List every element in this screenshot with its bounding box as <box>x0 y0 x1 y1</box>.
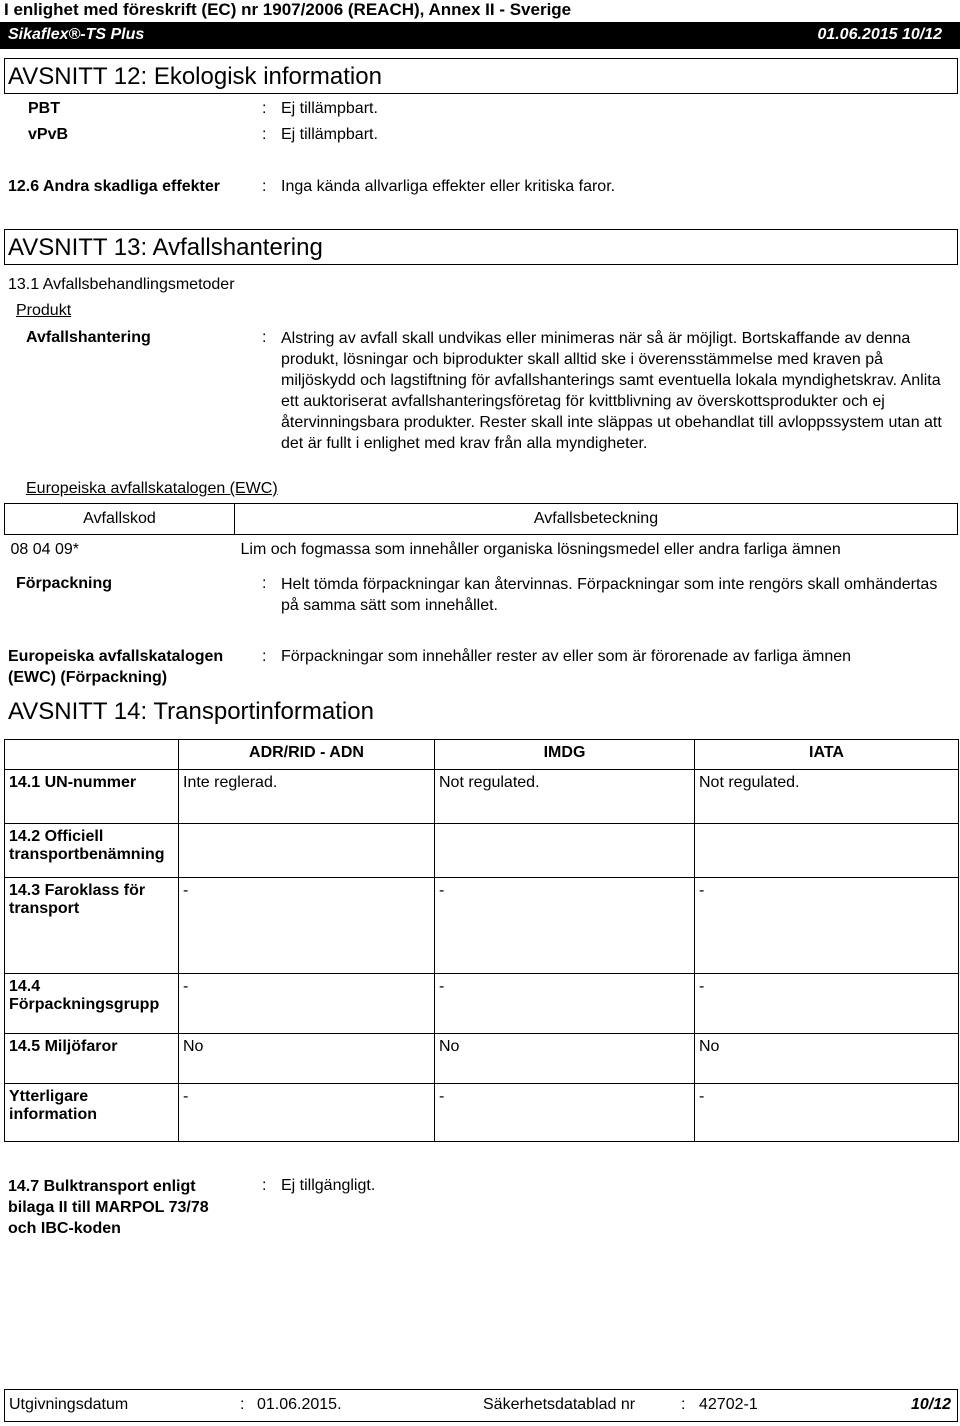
sds-number-value: 42702-1 <box>699 1396 758 1413</box>
other-effects-label: 12.6 Andra skadliga effekter <box>8 178 220 195</box>
colon: : <box>262 329 267 346</box>
ewc-packaging-label-1: Europeiska avfallskatalogen <box>8 648 224 665</box>
transport-cell: - <box>695 1084 959 1142</box>
ewc-row <box>5 535 958 566</box>
transport-cell: Not regulated. <box>435 770 695 824</box>
transport-cell: - <box>435 1084 695 1142</box>
transport-cell <box>435 824 695 878</box>
vpvb-label: vPvB <box>28 126 69 143</box>
colon: : <box>262 575 267 592</box>
transport-cell: - <box>695 878 959 974</box>
ewc-header-row <box>5 504 958 535</box>
transport-row-label: Ytterligare information <box>5 1084 179 1142</box>
footer <box>4 1389 958 1422</box>
header-band <box>0 22 960 49</box>
table-row <box>5 770 959 824</box>
table-row <box>5 1034 959 1084</box>
section-13-heading: AVSNITT 13: Avfallshantering <box>8 234 323 261</box>
other-effects-value: Inga kända allvarliga effekter eller kritiska faror. <box>281 178 616 195</box>
packaging-text: Helt tömda förpackningar kan återvinnas. Förpackningar som inte rengörs skall omhändertas på samma sätt som innehållet. <box>281 576 938 614</box>
section-12-heading: AVSNITT 12: Ekologisk information <box>8 63 382 90</box>
colon: : <box>262 1177 267 1194</box>
ewc-table <box>4 503 958 565</box>
colon: : <box>262 648 267 665</box>
transport-header-empty <box>5 740 179 770</box>
transport-row-label: 14.4 Förpackningsgrupp <box>5 974 179 1034</box>
table-row <box>5 1084 959 1142</box>
transport-cell: Inte reglerad. <box>179 770 435 824</box>
date-page: 01.06.2015 10/12 <box>817 26 942 43</box>
transport-cell: Not regulated. <box>695 770 959 824</box>
sds-number-label: Säkerhetsdatablad nr <box>483 1396 636 1413</box>
transport-cell: - <box>435 974 695 1034</box>
transport-cell <box>695 824 959 878</box>
section-12-heading-box <box>4 58 958 94</box>
transport-cell: - <box>435 878 695 974</box>
ewc-code: 08 04 09* <box>5 535 235 566</box>
ewc-packaging-label-2: (EWC) (Förpackning) <box>8 669 168 686</box>
transport-col-iata: IATA <box>695 740 959 770</box>
transport-cell: - <box>179 1084 435 1142</box>
transport-header-row <box>5 740 959 770</box>
waste-handling-label: Avfallshantering <box>26 329 151 346</box>
document-title: I enlighet med föreskrift (EC) nr 1907/2006 (REACH), Annex II - Sverige <box>4 0 572 19</box>
transport-col-imdg: IMDG <box>435 740 695 770</box>
colon: : <box>240 1396 245 1413</box>
transport-cell: - <box>695 974 959 1034</box>
section-13-heading-box <box>4 229 958 265</box>
issue-date-label: Utgivningsdatum <box>9 1396 129 1413</box>
transport-row-label: 14.3 Faroklass för transport <box>5 878 179 974</box>
transport-col-adr: ADR/RID - ADN <box>179 740 435 770</box>
page-number: 10/12 <box>910 1396 951 1413</box>
transport-cell: - <box>179 878 435 974</box>
transport-cell <box>179 824 435 878</box>
packaging-label: Förpackning <box>16 575 113 592</box>
product-label: Produkt <box>16 302 72 319</box>
pbt-value: Ej tillämpbart. <box>281 100 378 117</box>
transport-cell: No <box>435 1034 695 1084</box>
table-row <box>5 824 959 878</box>
ewc-packaging-text: Förpackningar som innehåller rester av eller som är förorenade av farliga ämnen <box>281 648 852 665</box>
colon: : <box>262 178 267 195</box>
transport-cell: No <box>179 1034 435 1084</box>
product-name: Sikaflex®-TS Plus <box>8 26 145 43</box>
ewc-label: Europeiska avfallskatalogen (EWC) <box>26 480 278 497</box>
subsection-13-1: 13.1 Avfallsbehandlingsmetoder <box>8 276 235 293</box>
colon: : <box>262 126 267 143</box>
waste-handling-text: Alstring av avfall skall undvikas eller minimeras när så är möjligt. Bortskaffande av denna produkt, lösningar och biprodukter skall alltid ske i överensstämmelse med kraven på miljöskydd och lagstiftning för avfallshanterings samt eventuella lokala myndighetskrav. Anlita ett auktoriserat avfallshanteringsföretag för kvittblivning av överskottsprodukter och ej återvinningsbara produkter. Rester skall inte släppas ut obehandlat till avloppssystem utan att det är fullt i enlighet med krav från alla myndigheter. <box>281 330 942 452</box>
bulk-transport-value: Ej tillgängligt. <box>281 1177 376 1194</box>
table-row <box>5 878 959 974</box>
transport-row-label: 14.1 UN-nummer <box>5 770 179 824</box>
transport-table <box>4 739 959 1142</box>
colon: : <box>262 100 267 117</box>
ewc-header-code: Avfallskod <box>5 504 235 535</box>
pbt-label: PBT <box>28 100 60 117</box>
bulk-transport-label: 14.7 Bulktransport enligt bilaga II till MARPOL 73/78 och IBC-koden <box>8 1178 209 1237</box>
transport-row-label: 14.2 Officiell transportbenämning <box>5 824 179 878</box>
transport-cell: No <box>695 1034 959 1084</box>
transport-cell: - <box>179 974 435 1034</box>
ewc-header-desc: Avfallsbeteckning <box>235 504 958 535</box>
table-row <box>5 974 959 1034</box>
vpvb-value: Ej tillämpbart. <box>281 126 378 143</box>
section-14-heading: AVSNITT 14: Transportinformation <box>8 698 374 725</box>
issue-date-value: 01.06.2015. <box>257 1396 342 1413</box>
ewc-desc: Lim och fogmassa som innehåller organiska lösningsmedel eller andra farliga ämnen <box>235 535 958 566</box>
transport-row-label: 14.5 Miljöfaror <box>5 1034 179 1084</box>
colon: : <box>681 1396 686 1413</box>
